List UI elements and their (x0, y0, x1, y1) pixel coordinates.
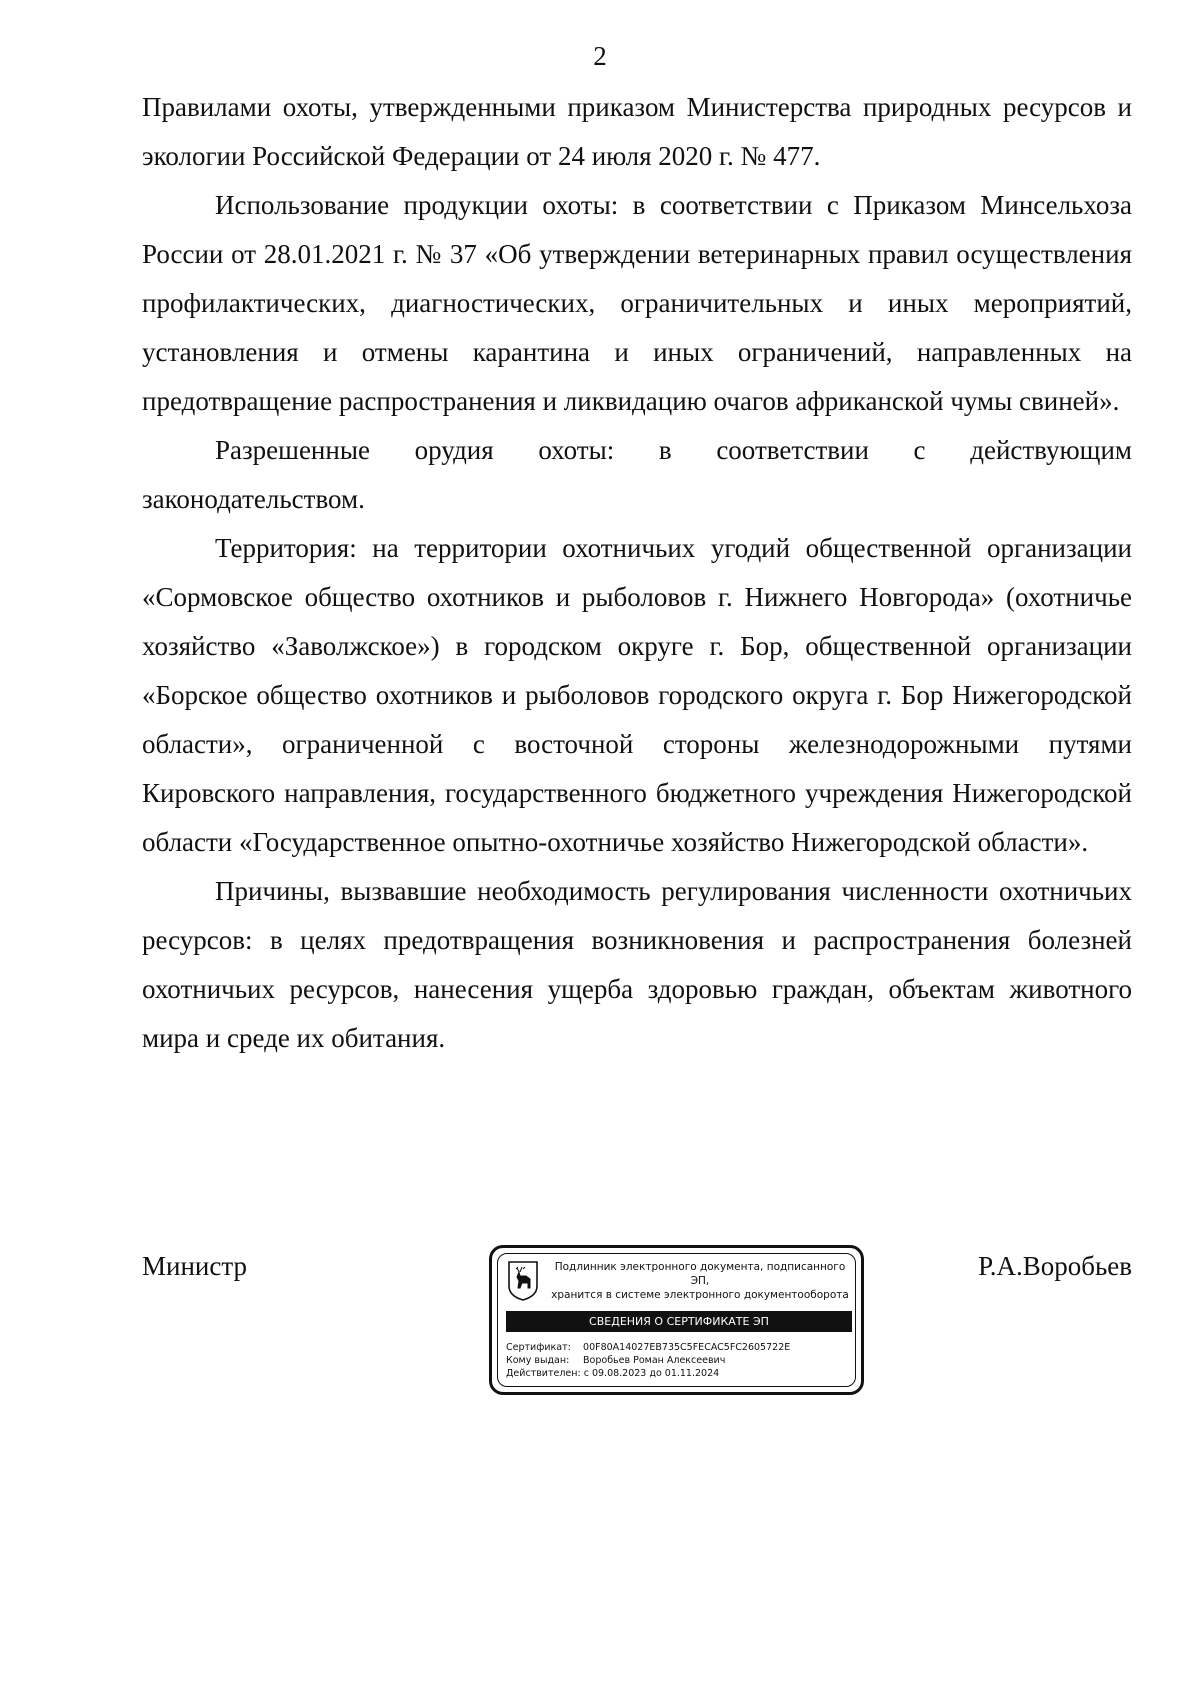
deer-emblem-icon (506, 1260, 540, 1302)
paragraph-reasons: Причины, вызвавшие необходимость регулирования численности охотничьих ресурсов: в целях предотвращения возникновения и распространения болезней охотничьих ресурсов, нанесения ущерба здоровью граждан, объектам животного мира и среде их обитания. (142, 876, 1132, 1053)
signature-block (142, 1245, 1132, 1410)
electronic-signature-stamp (489, 1245, 864, 1395)
paragraph-territory: Территория: на территории охотничьих угодий общественной организации «Сормовское общество охотников и рыболовов г. Нижнего Новгорода» (охотничье хозяйство «Заволжское») в городском округе г. Бор, общественной организации «Борское общество охотников и рыболовов городского округа г. Бор Нижегородской области», ограниченной с восточной стороны железнодорожными путями Кировского направления, государственного бюджетного учреждения Нижегородской области «Государственное опытно-охотничье хозяйство Нижегородской области». (142, 533, 1132, 857)
certificate-row (506, 1341, 852, 1354)
document-body (142, 83, 1132, 1063)
certificate-label: Сертификат: (506, 1342, 571, 1353)
stamp-header-line1: Подлинник электронного документа, подписанного ЭП, (554, 1261, 846, 1287)
issued-to-row (506, 1354, 852, 1367)
issued-to-value: Воробьев Роман Алексеевич (583, 1355, 726, 1366)
certificate-value: 00F80A14027EB735C5FECAC5FC2605722E (583, 1342, 791, 1353)
paragraph-product-use: Использование продукции охоты: в соответствии с Приказом Минсельхоза России от 28.01.2021 г. № 37 «Об утверждении ветеринарных правил осуществления профилактических, диагностических, ограничительных и иных мероприятий, установления и отмены карантина и иных ограничений, направленных на предотвращение распространения и ликвидацию очагов африканской чумы свиней». (142, 190, 1132, 416)
signatory-name: Р.А.Воробьев (978, 1251, 1132, 1281)
signatory-title: Министр (142, 1251, 247, 1281)
page-number: 2 (593, 41, 607, 71)
paragraph-hunting-tools: Разрешенные орудия охоты: в соответствии с действующим законодательством. (142, 435, 1132, 514)
validity-row (506, 1367, 852, 1380)
certificate-info-bar: СВЕДЕНИЯ О СЕРТИФИКАТЕ ЭП (506, 1311, 852, 1332)
certificate-details (506, 1341, 852, 1380)
stamp-header (546, 1260, 854, 1302)
stamp-header-line2: хранится в системе электронного документооборота (551, 1289, 849, 1301)
issued-to-label: Кому выдан: (506, 1355, 570, 1366)
paragraph-hunting-rules: Правилами охоты, утвержденными приказом Министерства природных ресурсов и экологии Российской Федерации от 24 июля 2020 г. № 477. (142, 92, 1132, 171)
validity-value: с 09.08.2023 до 01.11.2024 (583, 1368, 720, 1379)
validity-label: Действителен: (506, 1368, 581, 1379)
